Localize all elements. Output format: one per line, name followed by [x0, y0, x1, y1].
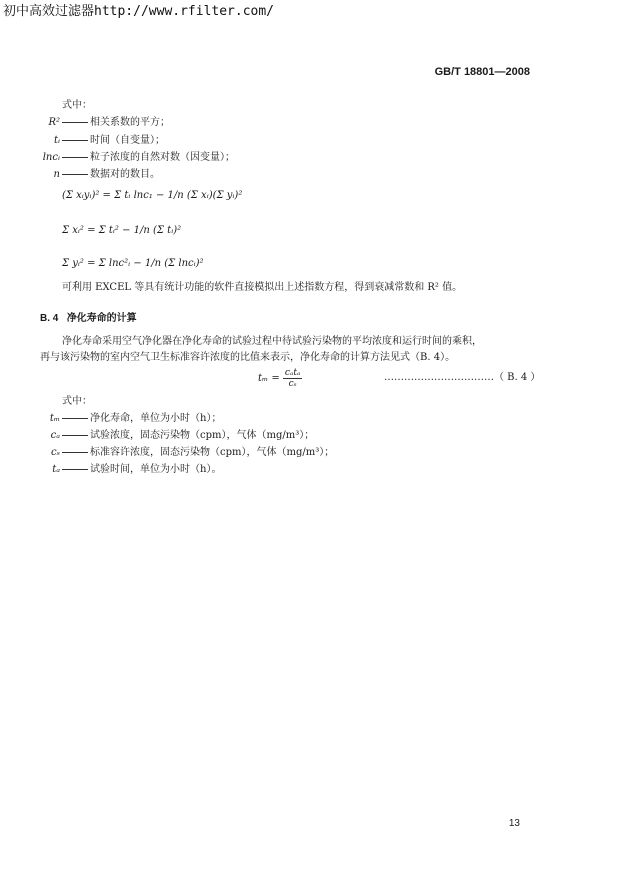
symbol: lncᵢ — [42, 152, 60, 163]
section-heading — [40, 309, 137, 324]
definition-ca — [36, 429, 314, 443]
definition-text: 试验浓度，固态污染物（cpm），气体（mg/m³）； — [90, 430, 315, 441]
dash — [62, 452, 88, 453]
fraction-numerator: cₐtₐ — [284, 368, 301, 378]
definition-r2 — [36, 116, 170, 130]
where-label: 式中： — [62, 100, 92, 111]
definition-cs — [36, 446, 334, 460]
paragraph-line-1: 净化寿命采用空气净化器在净化寿命的试验过程中待试验污染物的平均浓度和运行时间的乘积， — [62, 336, 482, 347]
definition-ta — [36, 463, 221, 477]
dash — [62, 157, 88, 158]
definition-t — [36, 134, 165, 148]
fraction — [283, 368, 302, 389]
definition-tm — [36, 412, 221, 426]
definition-text: 粒子浓度的自然对数（因变量）； — [90, 152, 235, 163]
dash — [62, 140, 88, 141]
definition-text: 试验时间，单位为小时（h）。 — [90, 464, 222, 475]
software-note: 可利用 EXCEL 等具有统计功能的软件直接模拟出上述指数方程，得到衰减常数和 R² 值。 — [62, 282, 463, 293]
equation-label: ……………………………（ B. 4 ） — [384, 372, 541, 383]
symbol: tₘ — [49, 413, 60, 424]
dash — [62, 174, 88, 175]
formula-2: Σ xᵢ² = Σ tᵢ² − 1/n (Σ tᵢ)² — [62, 225, 182, 236]
formula-1: (Σ xᵢyᵢ)² = Σ tᵢ lnc₁ − 1/n (Σ xᵢ)(Σ yᵢ)² — [62, 190, 243, 201]
formula-lhs: tₘ = — [258, 373, 280, 384]
symbol: n — [53, 169, 60, 180]
symbol: cₛ — [51, 447, 60, 458]
page-number: 13 — [508, 818, 520, 829]
definition-text: 相关系数的平方； — [90, 117, 170, 128]
formula-3: Σ yᵢ² = Σ lnc²ᵢ − 1/n (Σ lncᵢ)² — [62, 258, 204, 269]
definition-text: 时间（自变量）； — [90, 135, 165, 146]
formula-b4 — [258, 368, 302, 389]
section-title: 净化寿命的计算 — [66, 313, 137, 324]
definition-n — [36, 168, 160, 182]
dash — [62, 469, 88, 470]
dash — [62, 418, 88, 419]
paragraph-line-2: 再与该污染物的室内空气卫生标准容许浓度的比值来表示，净化寿命的计算方法见式（B. 4）。 — [40, 352, 456, 363]
definition-text: 标准容许浓度，固态污染物（cpm），气体（mg/m³）； — [90, 447, 335, 458]
dash — [62, 435, 88, 436]
symbol: R² — [48, 117, 60, 128]
standard-number: GB/T 18801—2008 — [434, 66, 530, 78]
symbol: tᵢ — [53, 135, 60, 146]
symbol: tₐ — [52, 464, 60, 475]
dash — [62, 122, 88, 123]
watermark-text: 初中高效过滤器http://www.rfilter.com/ — [3, 4, 275, 19]
definition-text: 净化寿命，单位为小时（h）； — [90, 413, 222, 424]
symbol: cₐ — [50, 430, 60, 441]
fraction-denominator: cₛ — [288, 379, 297, 389]
where-label-b4: 式中： — [62, 396, 92, 407]
definition-lnc — [36, 151, 235, 165]
section-number: B. 4 — [40, 313, 59, 324]
definition-text: 数据对的数目。 — [90, 169, 160, 180]
